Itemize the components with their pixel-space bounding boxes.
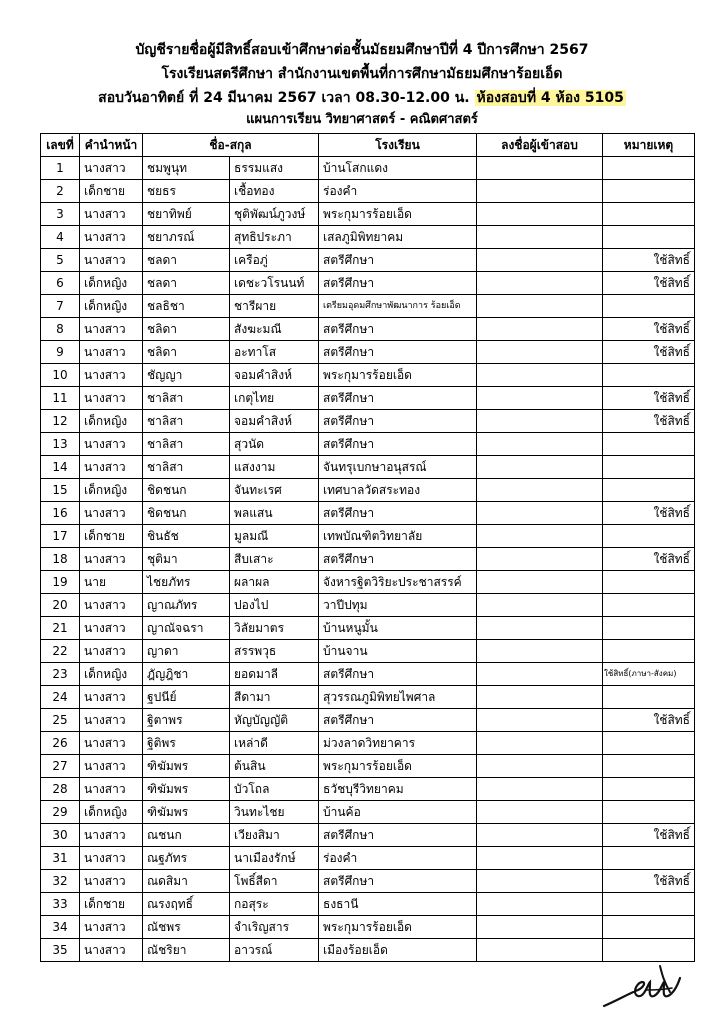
cell-remark bbox=[603, 939, 695, 962]
cell-school: สตรีศึกษา bbox=[319, 410, 477, 433]
table-row bbox=[41, 341, 695, 364]
cell-no: 11 bbox=[41, 387, 80, 410]
cell-remark bbox=[603, 755, 695, 778]
cell-no: 34 bbox=[41, 916, 80, 939]
cell-remark bbox=[603, 157, 695, 180]
cell-last-name: วิลัยมาตร bbox=[230, 617, 319, 640]
cell-first-name: ญาณภัทร bbox=[143, 594, 230, 617]
table-row bbox=[41, 249, 695, 272]
cell-title: เด็กหญิง bbox=[80, 295, 143, 318]
cell-no: 12 bbox=[41, 410, 80, 433]
cell-title: นางสาว bbox=[80, 249, 143, 272]
cell-school: เมืองร้อยเอ็ด bbox=[319, 939, 477, 962]
table-row bbox=[41, 548, 695, 571]
table-row bbox=[41, 801, 695, 824]
table-row bbox=[41, 364, 695, 387]
cell-school: เตรียมอุดมศึกษาพัฒนาการ ร้อยเอ็ด bbox=[319, 295, 477, 318]
cell-first-name: ชมพูนุท bbox=[143, 157, 230, 180]
cell-sign bbox=[477, 525, 603, 548]
cell-title: เด็กชาย bbox=[80, 180, 143, 203]
cell-remark bbox=[603, 893, 695, 916]
cell-remark bbox=[603, 778, 695, 801]
cell-sign bbox=[477, 410, 603, 433]
cell-title: เด็กหญิง bbox=[80, 663, 143, 686]
cell-title: นางสาว bbox=[80, 870, 143, 893]
cell-first-name: ชาลิสา bbox=[143, 387, 230, 410]
table-row bbox=[41, 272, 695, 295]
table-row bbox=[41, 640, 695, 663]
cell-no: 22 bbox=[41, 640, 80, 663]
cell-first-name: ฐิตาพร bbox=[143, 709, 230, 732]
cell-last-name: กอสุระ bbox=[230, 893, 319, 916]
table-row bbox=[41, 571, 695, 594]
cell-school: พระกุมารร้อยเอ็ด bbox=[319, 364, 477, 387]
table-row bbox=[41, 456, 695, 479]
cell-sign bbox=[477, 295, 603, 318]
cell-remark bbox=[603, 180, 695, 203]
cell-remark bbox=[603, 916, 695, 939]
cell-first-name: ญาดา bbox=[143, 640, 230, 663]
cell-no: 18 bbox=[41, 548, 80, 571]
table-row bbox=[41, 594, 695, 617]
cell-title: นางสาว bbox=[80, 548, 143, 571]
cell-school: สตรีศึกษา bbox=[319, 502, 477, 525]
cell-no: 19 bbox=[41, 571, 80, 594]
cell-title: นางสาว bbox=[80, 847, 143, 870]
cell-sign bbox=[477, 433, 603, 456]
cell-sign bbox=[477, 157, 603, 180]
cell-sign bbox=[477, 709, 603, 732]
cell-last-name: ชารีผาย bbox=[230, 295, 319, 318]
cell-remark: ใช้สิทธิ์ bbox=[603, 502, 695, 525]
cell-remark bbox=[603, 456, 695, 479]
cell-remark: ใช้สิทธิ์ bbox=[603, 318, 695, 341]
table-row bbox=[41, 410, 695, 433]
cell-remark bbox=[603, 686, 695, 709]
cell-remark: ใช้สิทธิ์ bbox=[603, 870, 695, 893]
cell-last-name: เครือภู่ bbox=[230, 249, 319, 272]
cell-school: พระกุมารร้อยเอ็ด bbox=[319, 755, 477, 778]
cell-sign bbox=[477, 456, 603, 479]
cell-sign bbox=[477, 571, 603, 594]
cell-title: นางสาว bbox=[80, 203, 143, 226]
cell-last-name: จอมคำสิงห์ bbox=[230, 410, 319, 433]
cell-title: นางสาว bbox=[80, 916, 143, 939]
cell-no: 4 bbox=[41, 226, 80, 249]
cell-remark: ใช้สิทธิ์ bbox=[603, 709, 695, 732]
cell-no: 35 bbox=[41, 939, 80, 962]
cell-no: 27 bbox=[41, 755, 80, 778]
cell-first-name: ชาลิสา bbox=[143, 410, 230, 433]
cell-title: นาย bbox=[80, 571, 143, 594]
cell-sign bbox=[477, 801, 603, 824]
table-row bbox=[41, 916, 695, 939]
cell-school: วาปีปทุม bbox=[319, 594, 477, 617]
cell-last-name: ธรรมแสง bbox=[230, 157, 319, 180]
cell-last-name: สรรพวุธ bbox=[230, 640, 319, 663]
cell-title: นางสาว bbox=[80, 456, 143, 479]
cell-school: บ้านค้อ bbox=[319, 801, 477, 824]
table-row bbox=[41, 732, 695, 755]
cell-sign bbox=[477, 847, 603, 870]
cell-no: 31 bbox=[41, 847, 80, 870]
table-row bbox=[41, 180, 695, 203]
cell-first-name: ณรงฤทธิ์ bbox=[143, 893, 230, 916]
cell-no: 15 bbox=[41, 479, 80, 502]
table-row bbox=[41, 686, 695, 709]
cell-school: สตรีศึกษา bbox=[319, 318, 477, 341]
cell-first-name: ชลดา bbox=[143, 272, 230, 295]
cell-school: สตรีศึกษา bbox=[319, 272, 477, 295]
cell-school: บ้านโสกแดง bbox=[319, 157, 477, 180]
table-row bbox=[41, 870, 695, 893]
cell-sign bbox=[477, 272, 603, 295]
cell-first-name: ชยธร bbox=[143, 180, 230, 203]
cell-school: ธวัชบุรีวิทยาคม bbox=[319, 778, 477, 801]
table-row bbox=[41, 502, 695, 525]
cell-no: 2 bbox=[41, 180, 80, 203]
cell-remark: ใช้สิทธิ์ bbox=[603, 824, 695, 847]
table-row bbox=[41, 663, 695, 686]
cell-sign bbox=[477, 502, 603, 525]
cell-last-name: จอมคำสิงห์ bbox=[230, 364, 319, 387]
cell-school: ร่องคำ bbox=[319, 180, 477, 203]
cell-school: เทพบัณฑิตวิทยาลัย bbox=[319, 525, 477, 548]
cell-no: 13 bbox=[41, 433, 80, 456]
cell-no: 26 bbox=[41, 732, 80, 755]
cell-title: นางสาว bbox=[80, 709, 143, 732]
cell-sign bbox=[477, 663, 603, 686]
cell-remark bbox=[603, 295, 695, 318]
cell-first-name: ชินธัช bbox=[143, 525, 230, 548]
cell-remark bbox=[603, 801, 695, 824]
cell-sign bbox=[477, 594, 603, 617]
cell-remark: ใช้สิทธิ์ bbox=[603, 410, 695, 433]
col-header-no: เลขที่ bbox=[41, 134, 80, 157]
cell-last-name: หัญบัญญัติ bbox=[230, 709, 319, 732]
cell-last-name: พลแสน bbox=[230, 502, 319, 525]
cell-sign bbox=[477, 778, 603, 801]
cell-title: เด็กหญิง bbox=[80, 272, 143, 295]
col-header-sign: ลงชื่อผู้เข้าสอบ bbox=[477, 134, 603, 157]
cell-last-name: ปองไป bbox=[230, 594, 319, 617]
cell-no: 28 bbox=[41, 778, 80, 801]
cell-no: 1 bbox=[41, 157, 80, 180]
cell-first-name: ฑิฆัมพร bbox=[143, 778, 230, 801]
cell-title: นางสาว bbox=[80, 157, 143, 180]
table-row bbox=[41, 157, 695, 180]
cell-title: นางสาว bbox=[80, 594, 143, 617]
cell-title: นางสาว bbox=[80, 939, 143, 962]
table-row bbox=[41, 709, 695, 732]
cell-first-name: ณัชพร bbox=[143, 916, 230, 939]
cell-last-name: มูลมณี bbox=[230, 525, 319, 548]
cell-sign bbox=[477, 548, 603, 571]
cell-no: 29 bbox=[41, 801, 80, 824]
cell-last-name: วินทะไชย bbox=[230, 801, 319, 824]
cell-last-name: ต้นสิน bbox=[230, 755, 319, 778]
cell-school: ร่องคำ bbox=[319, 847, 477, 870]
cell-first-name: ชยาภรณ์ bbox=[143, 226, 230, 249]
cell-no: 23 bbox=[41, 663, 80, 686]
cell-sign bbox=[477, 318, 603, 341]
cell-no: 16 bbox=[41, 502, 80, 525]
cell-title: เด็กชาย bbox=[80, 525, 143, 548]
cell-remark bbox=[603, 571, 695, 594]
cell-no: 20 bbox=[41, 594, 80, 617]
cell-school: บ้านจาน bbox=[319, 640, 477, 663]
cell-first-name: ชยาทิพย์ bbox=[143, 203, 230, 226]
exam-room-highlight: ห้องสอบที่ 4 ห้อง 5105 bbox=[476, 90, 624, 106]
cell-last-name: สีดามา bbox=[230, 686, 319, 709]
cell-title: นางสาว bbox=[80, 778, 143, 801]
cell-title: นางสาว bbox=[80, 226, 143, 249]
cell-first-name: ญาณัจฉรา bbox=[143, 617, 230, 640]
cell-sign bbox=[477, 617, 603, 640]
table-row bbox=[41, 939, 695, 962]
cell-first-name: ฑิฆัมพร bbox=[143, 755, 230, 778]
table-header-row bbox=[41, 134, 695, 157]
cell-no: 17 bbox=[41, 525, 80, 548]
table-row bbox=[41, 318, 695, 341]
cell-last-name: เชื้อทอง bbox=[230, 180, 319, 203]
cell-remark bbox=[603, 847, 695, 870]
cell-remark: ใช้สิทธิ์ bbox=[603, 341, 695, 364]
cell-sign bbox=[477, 341, 603, 364]
cell-sign bbox=[477, 226, 603, 249]
table-row bbox=[41, 226, 695, 249]
table-row bbox=[41, 295, 695, 318]
cell-sign bbox=[477, 686, 603, 709]
cell-last-name: เกตุไทย bbox=[230, 387, 319, 410]
cell-school: สตรีศึกษา bbox=[319, 663, 477, 686]
cell-last-name: อะทาโส bbox=[230, 341, 319, 364]
cell-school: จังหารฐิตวิริยะประชาสรรค์ bbox=[319, 571, 477, 594]
cell-first-name: ชิดชนก bbox=[143, 479, 230, 502]
cell-first-name: ชาลิสา bbox=[143, 433, 230, 456]
study-plan-title: แผนการเรียน วิทยาศาสตร์ - คณิตศาสตร์ bbox=[246, 112, 478, 127]
cell-no: 6 bbox=[41, 272, 80, 295]
cell-first-name: ฑิฆัมพร bbox=[143, 801, 230, 824]
cell-title: เด็กหญิง bbox=[80, 410, 143, 433]
header-title: บัญชีรายชื่อผู้มีสิทธิ์สอบเข้าศึกษาต่อชั้นมัธยมศึกษาปีที่ 4 ปีการศึกษา 2567 bbox=[135, 42, 589, 58]
cell-no: 30 bbox=[41, 824, 80, 847]
cell-title: นางสาว bbox=[80, 617, 143, 640]
cell-title: นางสาว bbox=[80, 364, 143, 387]
cell-title: นางสาว bbox=[80, 341, 143, 364]
table-row bbox=[41, 847, 695, 870]
table-row bbox=[41, 387, 695, 410]
cell-no: 24 bbox=[41, 686, 80, 709]
cell-last-name: จันทะเรศ bbox=[230, 479, 319, 502]
cell-first-name: ฎัญฎิชา bbox=[143, 663, 230, 686]
cell-title: เด็กหญิง bbox=[80, 801, 143, 824]
table-row bbox=[41, 525, 695, 548]
cell-last-name: โพธิ์สีดา bbox=[230, 870, 319, 893]
cell-school: สตรีศึกษา bbox=[319, 548, 477, 571]
cell-remark: ใช้สิทธิ์ bbox=[603, 249, 695, 272]
cell-school: พระกุมารร้อยเอ็ด bbox=[319, 916, 477, 939]
cell-title: เด็กชาย bbox=[80, 893, 143, 916]
cell-last-name: อาวรณ์ bbox=[230, 939, 319, 962]
cell-no: 32 bbox=[41, 870, 80, 893]
table-row bbox=[41, 893, 695, 916]
table-row bbox=[41, 755, 695, 778]
cell-remark bbox=[603, 433, 695, 456]
col-header-title: คำนำหน้า bbox=[80, 134, 143, 157]
cell-remark bbox=[603, 617, 695, 640]
cell-last-name: ชุติพัฒน์ภูวงษ์ bbox=[230, 203, 319, 226]
cell-no: 33 bbox=[41, 893, 80, 916]
cell-school: บ้านหนูมั้น bbox=[319, 617, 477, 640]
table-row bbox=[41, 617, 695, 640]
table-row bbox=[41, 824, 695, 847]
cell-first-name: ชุติมา bbox=[143, 548, 230, 571]
cell-school: จันทรุเบกษาอนุสรณ์ bbox=[319, 456, 477, 479]
table-row bbox=[41, 479, 695, 502]
header-school: โรงเรียนสตรีศึกษา สำนักงานเขตพื้นที่การศึกษามัธยมศึกษาร้อยเอ็ด bbox=[161, 66, 563, 82]
cell-school: เสลภูมิพิทยาคม bbox=[319, 226, 477, 249]
cell-no: 10 bbox=[41, 364, 80, 387]
cell-no: 14 bbox=[41, 456, 80, 479]
cell-no: 21 bbox=[41, 617, 80, 640]
cell-last-name: ยอดมาลี bbox=[230, 663, 319, 686]
cell-sign bbox=[477, 824, 603, 847]
cell-title: นางสาว bbox=[80, 732, 143, 755]
cell-sign bbox=[477, 387, 603, 410]
col-header-school: โรงเรียน bbox=[319, 134, 477, 157]
cell-last-name: แสงงาม bbox=[230, 456, 319, 479]
cell-last-name: สีบเสาะ bbox=[230, 548, 319, 571]
cell-last-name: จำเริญสาร bbox=[230, 916, 319, 939]
cell-last-name: เหล่าดี bbox=[230, 732, 319, 755]
cell-school: สุวรรณภูมิพิทยไพศาล bbox=[319, 686, 477, 709]
cell-last-name: ผลาผล bbox=[230, 571, 319, 594]
table-row bbox=[41, 433, 695, 456]
cell-remark: ใช้สิทธิ์(ภาษา-สังคม) bbox=[603, 663, 695, 686]
cell-no: 3 bbox=[41, 203, 80, 226]
cell-no: 25 bbox=[41, 709, 80, 732]
col-header-name: ชื่อ-สกุล bbox=[143, 134, 319, 157]
cell-sign bbox=[477, 939, 603, 962]
cell-sign bbox=[477, 203, 603, 226]
cell-school: สตรีศึกษา bbox=[319, 249, 477, 272]
cell-title: นางสาว bbox=[80, 640, 143, 663]
cell-school: เทศบาลวัดสระทอง bbox=[319, 479, 477, 502]
cell-title: นางสาว bbox=[80, 502, 143, 525]
cell-last-name: บัวโถล bbox=[230, 778, 319, 801]
cell-no: 7 bbox=[41, 295, 80, 318]
cell-first-name: ฐปนีย์ bbox=[143, 686, 230, 709]
cell-sign bbox=[477, 893, 603, 916]
cell-no: 5 bbox=[41, 249, 80, 272]
cell-sign bbox=[477, 640, 603, 663]
header-exam-info bbox=[0, 86, 724, 110]
cell-sign bbox=[477, 916, 603, 939]
cell-first-name: ณฐภัทร bbox=[143, 847, 230, 870]
cell-first-name: ชลิดา bbox=[143, 341, 230, 364]
cell-school: ม่วงลาดวิทยาคาร bbox=[319, 732, 477, 755]
cell-remark bbox=[603, 594, 695, 617]
cell-last-name: เดชะวโรนนท์ bbox=[230, 272, 319, 295]
cell-last-name: นาเมืองรักษ์ bbox=[230, 847, 319, 870]
cell-remark bbox=[603, 364, 695, 387]
cell-last-name: สุวนัด bbox=[230, 433, 319, 456]
cell-remark: ใช้สิทธิ์ bbox=[603, 272, 695, 295]
cell-remark: ใช้สิทธิ์ bbox=[603, 387, 695, 410]
candidate-table bbox=[40, 133, 695, 962]
table-row bbox=[41, 203, 695, 226]
cell-remark bbox=[603, 640, 695, 663]
cell-remark: ใช้สิทธิ์ bbox=[603, 548, 695, 571]
cell-title: นางสาว bbox=[80, 433, 143, 456]
cell-first-name: ณัชริยา bbox=[143, 939, 230, 962]
cell-sign bbox=[477, 755, 603, 778]
table-row bbox=[41, 778, 695, 801]
cell-first-name: ไชยภัทร bbox=[143, 571, 230, 594]
cell-first-name: ชลธิชา bbox=[143, 295, 230, 318]
cell-first-name: ชลดา bbox=[143, 249, 230, 272]
cell-sign bbox=[477, 249, 603, 272]
signature-image bbox=[598, 960, 688, 1020]
col-header-remark: หมายเหตุ bbox=[603, 134, 695, 157]
cell-title: นางสาว bbox=[80, 755, 143, 778]
cell-school: สตรีศึกษา bbox=[319, 870, 477, 893]
cell-first-name: ชิดชนก bbox=[143, 502, 230, 525]
cell-no: 8 bbox=[41, 318, 80, 341]
cell-sign bbox=[477, 364, 603, 387]
cell-sign bbox=[477, 479, 603, 502]
cell-remark bbox=[603, 525, 695, 548]
cell-school: สตรีศึกษา bbox=[319, 709, 477, 732]
cell-first-name: ชาลิสา bbox=[143, 456, 230, 479]
cell-last-name: เวียงสิมา bbox=[230, 824, 319, 847]
document-header bbox=[0, 38, 724, 110]
cell-school: สตรีศึกษา bbox=[319, 824, 477, 847]
cell-first-name: ชลิดา bbox=[143, 318, 230, 341]
cell-school: สตรีศึกษา bbox=[319, 433, 477, 456]
cell-school: พระกุมารร้อยเอ็ด bbox=[319, 203, 477, 226]
cell-title: นางสาว bbox=[80, 686, 143, 709]
cell-remark bbox=[603, 226, 695, 249]
cell-sign bbox=[477, 180, 603, 203]
cell-title: นางสาว bbox=[80, 387, 143, 410]
cell-sign bbox=[477, 732, 603, 755]
cell-remark bbox=[603, 203, 695, 226]
cell-sign bbox=[477, 870, 603, 893]
cell-first-name: ฐิติพร bbox=[143, 732, 230, 755]
cell-last-name: สังฆะมณี bbox=[230, 318, 319, 341]
cell-no: 9 bbox=[41, 341, 80, 364]
cell-school: สตรีศึกษา bbox=[319, 387, 477, 410]
cell-title: นางสาว bbox=[80, 318, 143, 341]
cell-first-name: ชัญญา bbox=[143, 364, 230, 387]
cell-title: เด็กหญิง bbox=[80, 479, 143, 502]
cell-first-name: ณชนก bbox=[143, 824, 230, 847]
cell-first-name: ณดสิมา bbox=[143, 870, 230, 893]
cell-school: ธงธานี bbox=[319, 893, 477, 916]
cell-title: นางสาว bbox=[80, 824, 143, 847]
cell-remark bbox=[603, 732, 695, 755]
cell-school: สตรีศึกษา bbox=[319, 341, 477, 364]
cell-remark bbox=[603, 479, 695, 502]
cell-last-name: สุทธิประภา bbox=[230, 226, 319, 249]
exam-date-time: สอบวันอาทิตย์ ที่ 24 มีนาคม 2567 เวลา 08.30-12.00 น. bbox=[98, 90, 470, 106]
